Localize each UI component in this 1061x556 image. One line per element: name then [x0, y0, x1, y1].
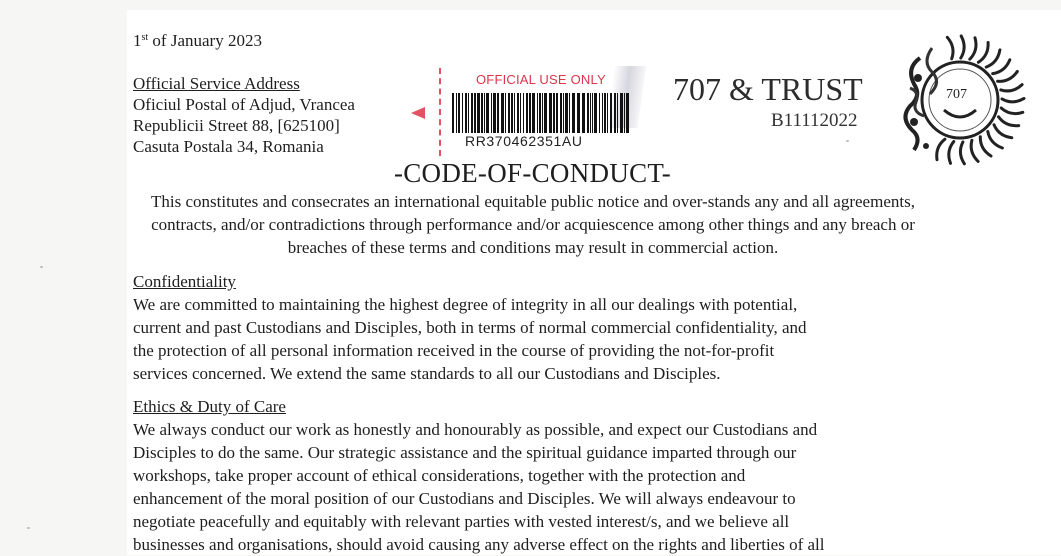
- section-heading-ethics: Ethics & Duty of Care: [133, 397, 286, 416]
- trust-code: B11112022: [771, 110, 858, 131]
- document-title: -CODE-OF-CONDUCT-: [393, 158, 672, 188]
- paper-speck: [846, 140, 849, 142]
- body-line: enhancement of the moral position of our Custodians and Disciples. We will always endeavour to: [133, 489, 796, 508]
- address-line: Casuta Postala 34, Romania: [133, 137, 324, 156]
- address-line: Republicii Street 88, [625100]: [133, 116, 340, 135]
- official-use-label: OFFICIAL USE ONLY: [476, 72, 606, 87]
- section-heading-confidentiality: Confidentiality: [133, 272, 236, 291]
- intro-paragraph: This constitutes and consecrates an international equitable public notice and over-stands any and all agreements, contracts, and/or contradictions through performance and/or acquiescence among other things and any breach or breaches of these terms and conditions may result in commercial action.: [151, 192, 915, 257]
- document-date: 1st of January 2023: [133, 31, 262, 50]
- section-body-confidentiality: [133, 293, 953, 385]
- barcode-icon: [452, 93, 632, 133]
- service-address: [133, 73, 355, 157]
- section-body-ethics: [133, 418, 953, 556]
- body-line: Disciples to do the same. Our strategic assistance and the spiritual guidance imparted through our: [133, 443, 797, 462]
- paper-speck: [40, 266, 43, 268]
- body-line: We always conduct our work as honestly and honourably as possible, and expect our Custodians and: [133, 420, 818, 439]
- body-line: services concerned. We extend the same standards to all our Custodians and Disciples.: [133, 364, 721, 383]
- body-line: workshops, take proper account of ethical considerations, together with the protection and: [133, 466, 746, 485]
- address-line: Oficiul Postal of Adjud, Vrancea: [133, 95, 355, 114]
- trust-name: 707 & TRUST: [673, 71, 863, 107]
- body-line: businesses and organisations, should avoid causing any adverse effect on the rights and liberties of all: [133, 535, 825, 554]
- body-line: the protection of all personal information received in the course of providing the not-for-profit: [133, 341, 775, 360]
- address-title: Official Service Address: [133, 74, 300, 93]
- arrow-left-icon: [411, 107, 425, 119]
- postal-dashed-divider: [439, 68, 441, 156]
- logo-text: 707: [946, 87, 967, 102]
- body-line: We are committed to maintaining the highest degree of integrity in all our dealings with potential,: [133, 295, 798, 314]
- body-line: current and past Custodians and Disciples, both in terms of normal commercial confidentiality, and: [133, 318, 807, 337]
- paper-speck: [27, 527, 30, 529]
- tracking-number: RR370462351AU: [465, 133, 583, 149]
- body-line: negotiate peacefully and equitably with relevant parties with vested interest/s, and we believe all: [133, 512, 790, 531]
